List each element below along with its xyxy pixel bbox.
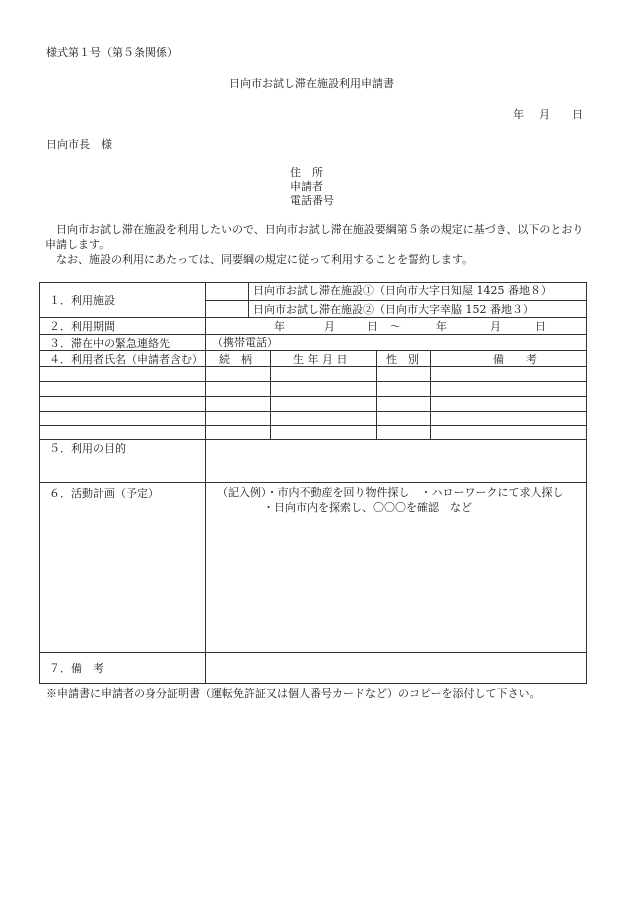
addressee: 日向市長 様 xyxy=(46,138,112,151)
end-month-label: 月 xyxy=(490,320,501,333)
facility-option-2[interactable]: 日向市お試し滞在施設②（日向市大字幸脇 152 番地３） xyxy=(253,303,534,316)
start-month-label: 月 xyxy=(324,320,335,333)
statement-paragraph-1: 日向市お試し滞在施設を利用したいので、日向市お試し滞在施設要綱第５条の規定に基づき、以下のとおり申請します。 xyxy=(45,223,584,251)
activity-example-line-2: ・日向市内を探索し、〇〇〇を確認 など xyxy=(263,501,472,514)
emergency-contact-field[interactable] xyxy=(206,335,586,350)
purpose-field[interactable] xyxy=(206,440,586,482)
period-field[interactable] xyxy=(206,318,586,334)
applicant-label: 申請者 xyxy=(290,180,323,193)
birthdate-column-header: 生 年 月 日 xyxy=(293,353,348,366)
mobile-phone-label: （携帯電話） xyxy=(212,336,278,349)
notes-field[interactable] xyxy=(206,653,586,683)
end-year-label: 年 xyxy=(436,320,447,333)
activity-plan-row-label: ６．活動計画（予定） xyxy=(49,487,159,500)
user-entry-row[interactable] xyxy=(40,397,586,411)
phone-label: 電話番号 xyxy=(290,194,334,207)
form-number: 様式第１号（第５条関係） xyxy=(46,46,178,59)
table-rule xyxy=(39,282,40,684)
table-rule xyxy=(248,282,249,317)
emergency-contact-label: ３．滞在中の緊急連絡先 xyxy=(49,337,170,350)
date-year-label: 年 xyxy=(513,108,524,121)
start-day-label: 日 xyxy=(367,320,378,333)
date-day-label: 日 xyxy=(572,108,583,121)
start-year-label: 年 xyxy=(274,320,285,333)
table-rule xyxy=(39,282,587,283)
facility-option-1[interactable]: 日向市お試し滞在施設①（日向市大字日知屋 1425 番地８） xyxy=(253,284,552,297)
table-rule xyxy=(39,683,587,684)
period-separator: ～ xyxy=(390,320,401,333)
date-month-label: 月 xyxy=(539,108,550,121)
activity-example-line-1: （記入例）・市内不動産を回り物件探し ・ハローワークにて求人探し xyxy=(217,486,564,499)
notes-row-label: ７．備 考 xyxy=(49,662,104,675)
relation-column-header: 続 柄 xyxy=(219,353,252,366)
activity-plan-field[interactable] xyxy=(206,483,586,652)
table-rule xyxy=(205,300,587,301)
table-rule xyxy=(586,282,587,684)
table-rule xyxy=(39,350,587,351)
address-label: 住 所 xyxy=(290,166,323,179)
end-day-label: 日 xyxy=(535,320,546,333)
application-statement xyxy=(45,222,590,267)
user-entry-row[interactable] xyxy=(40,426,586,439)
gender-column-header: 性 別 xyxy=(386,353,419,366)
footnote: ※申請書に申請者の身分証明書（運転免許証又は個人番号カードなど）のコピーを添付して下さい。 xyxy=(46,687,541,700)
statement-paragraph-2: なお、施設の利用にあたっては、同要綱の規定に従って利用することを誓約します。 xyxy=(56,253,474,266)
facility-row-label: １．利用施設 xyxy=(49,294,115,307)
page-title: 日向市お試し滞在施設利用申請書 xyxy=(229,77,394,90)
period-row-label: ２．利用期間 xyxy=(49,320,115,333)
application-table xyxy=(39,282,587,684)
purpose-row-label: ５．利用の目的 xyxy=(49,442,126,455)
user-entry-row[interactable] xyxy=(40,367,586,381)
user-entry-row[interactable] xyxy=(40,412,586,425)
remarks-column-header: 備 考 xyxy=(493,353,537,366)
users-row-label: ４．利用者氏名（申請者含む） xyxy=(49,353,203,366)
user-entry-row[interactable] xyxy=(40,382,586,396)
